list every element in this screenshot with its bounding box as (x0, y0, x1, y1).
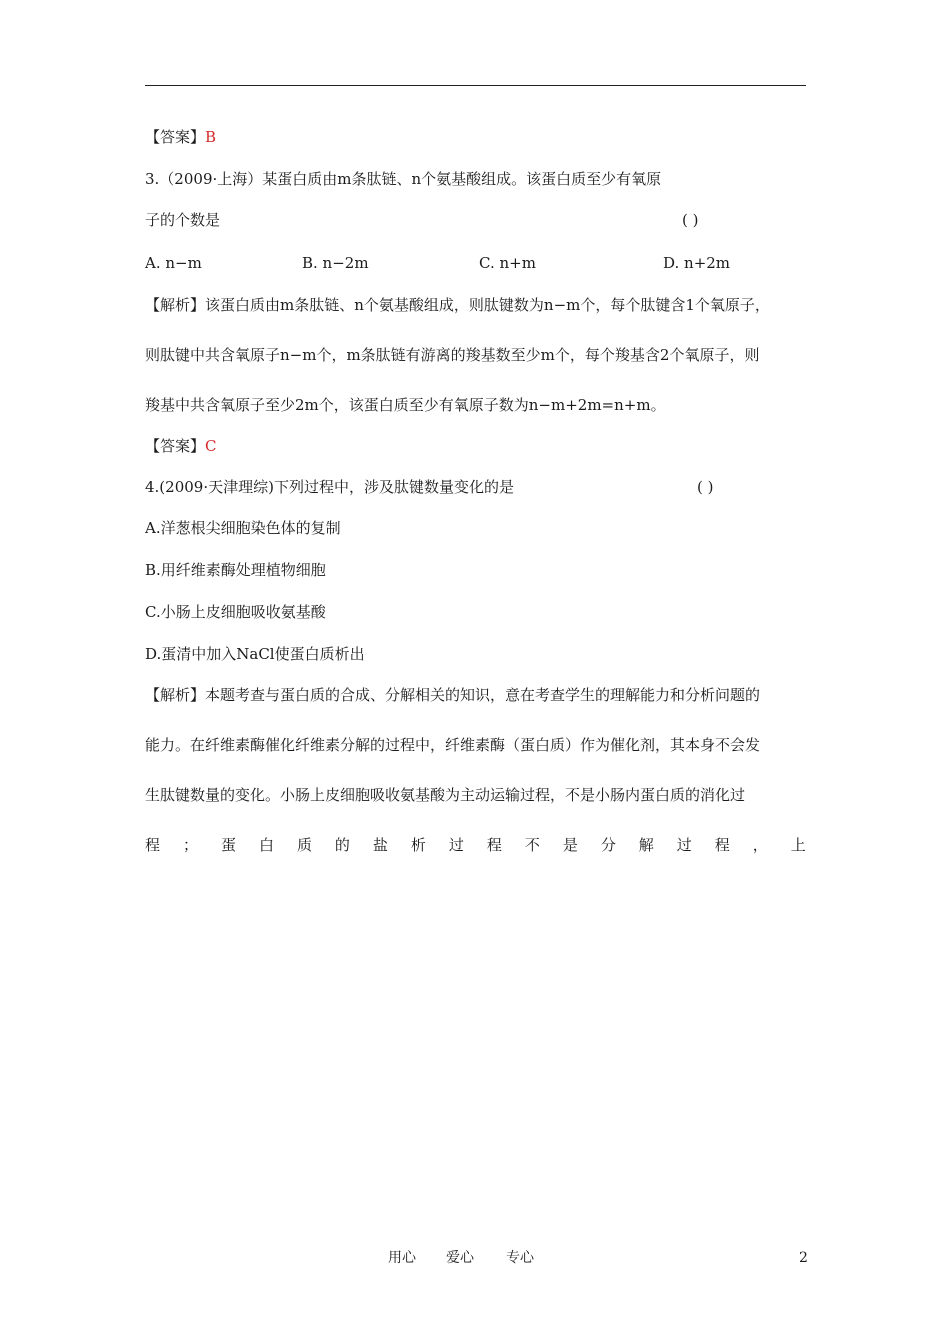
q4-option-a: A.洋葱根尖细胞染色体的复制 (145, 519, 341, 537)
q3-option-b: B. n−2m (302, 254, 369, 272)
q4-option-c: C.小肠上皮细胞吸收氨基酸 (145, 603, 326, 621)
q3-analysis-line2: 则肽键中共含氧原子n−m个，m条肽链有游离的羧基数至少m个，每个羧基含2个氧原子，则 (145, 346, 760, 364)
q3-option-d: D. n+2m (663, 254, 731, 272)
q2-answer (145, 128, 216, 146)
footer-middle: 爱心 (446, 1250, 474, 1266)
char: 解 (638, 836, 654, 854)
char: 过 (676, 836, 692, 854)
header-rule (145, 85, 806, 86)
footer-left: 用心 (388, 1250, 416, 1266)
answer-value: C (205, 437, 217, 455)
q3-option-c: C. n+m (479, 254, 536, 272)
q4-stem: 4.(2009·天津理综)下列过程中，涉及肽键数量变化的是 (145, 478, 514, 496)
q3-stem-line2: 子的个数是 (145, 211, 221, 229)
char: 盐 (372, 836, 388, 854)
char: 程 (145, 836, 161, 854)
q3-answer (145, 437, 217, 455)
char: 不 (524, 836, 540, 854)
analysis-text: 本题考查与蛋白质的合成、分解相关的知识，意在考查学生的理解能力和分析问题的 (205, 686, 761, 704)
char: 质 (296, 836, 312, 854)
char: 蛋 (220, 836, 236, 854)
answer-label: 【答案】 (145, 437, 206, 455)
q3-answer-paren: ( ) (682, 211, 699, 229)
char: 过 (448, 836, 464, 854)
q4-analysis-line1 (145, 686, 760, 704)
analysis-label: 【解析】 (145, 296, 206, 314)
q3-stem-line1: 3.（2009·上海）某蛋白质由m条肽链、n个氨基酸组成。该蛋白质至少有氧原 (145, 170, 662, 188)
q3-option-a: A. n−m (145, 254, 202, 272)
page-number: 2 (799, 1250, 808, 1266)
q4-analysis-line3: 生肽键数量的变化。小肠上皮细胞吸收氨基酸为主动运输过程，不是小肠内蛋白质的消化过 (145, 786, 746, 804)
char: 白 (258, 836, 274, 854)
q4-option-b: B.用纤维素酶处理植物细胞 (145, 561, 326, 579)
q4-option-d: D.蛋清中加入NaCl使蛋白质析出 (145, 645, 365, 663)
char: 是 (562, 836, 578, 854)
analysis-label: 【解析】 (145, 686, 206, 704)
footer-right: 专心 (506, 1250, 534, 1266)
q3-analysis-line1 (145, 296, 770, 314)
char: 的 (334, 836, 350, 854)
char: 上 (790, 836, 806, 854)
answer-label: 【答案】 (145, 128, 206, 146)
q4-analysis-line2: 能力。在纤维素酶催化纤维素分解的过程中，纤维素酶（蛋白质）作为催化剂，其本身不会发 (145, 736, 761, 754)
char: 程 (714, 836, 730, 854)
char: 程 (486, 836, 502, 854)
q4-analysis-line4 (145, 836, 806, 854)
analysis-text: 该蛋白质由m条肽链、n个氨基酸组成，则肽键数为n−m个，每个肽键含1个氧原子， (205, 296, 770, 314)
answer-value: B (205, 128, 217, 146)
q3-analysis-line3: 羧基中共含氧原子至少2m个，该蛋白质至少有氧原子数为n−m+2m=n+m。 (145, 396, 666, 414)
char: 分 (600, 836, 616, 854)
char: 析 (410, 836, 426, 854)
char: ； (182, 836, 198, 854)
char: ， (752, 836, 768, 854)
q4-answer-paren: ( ) (697, 478, 714, 496)
